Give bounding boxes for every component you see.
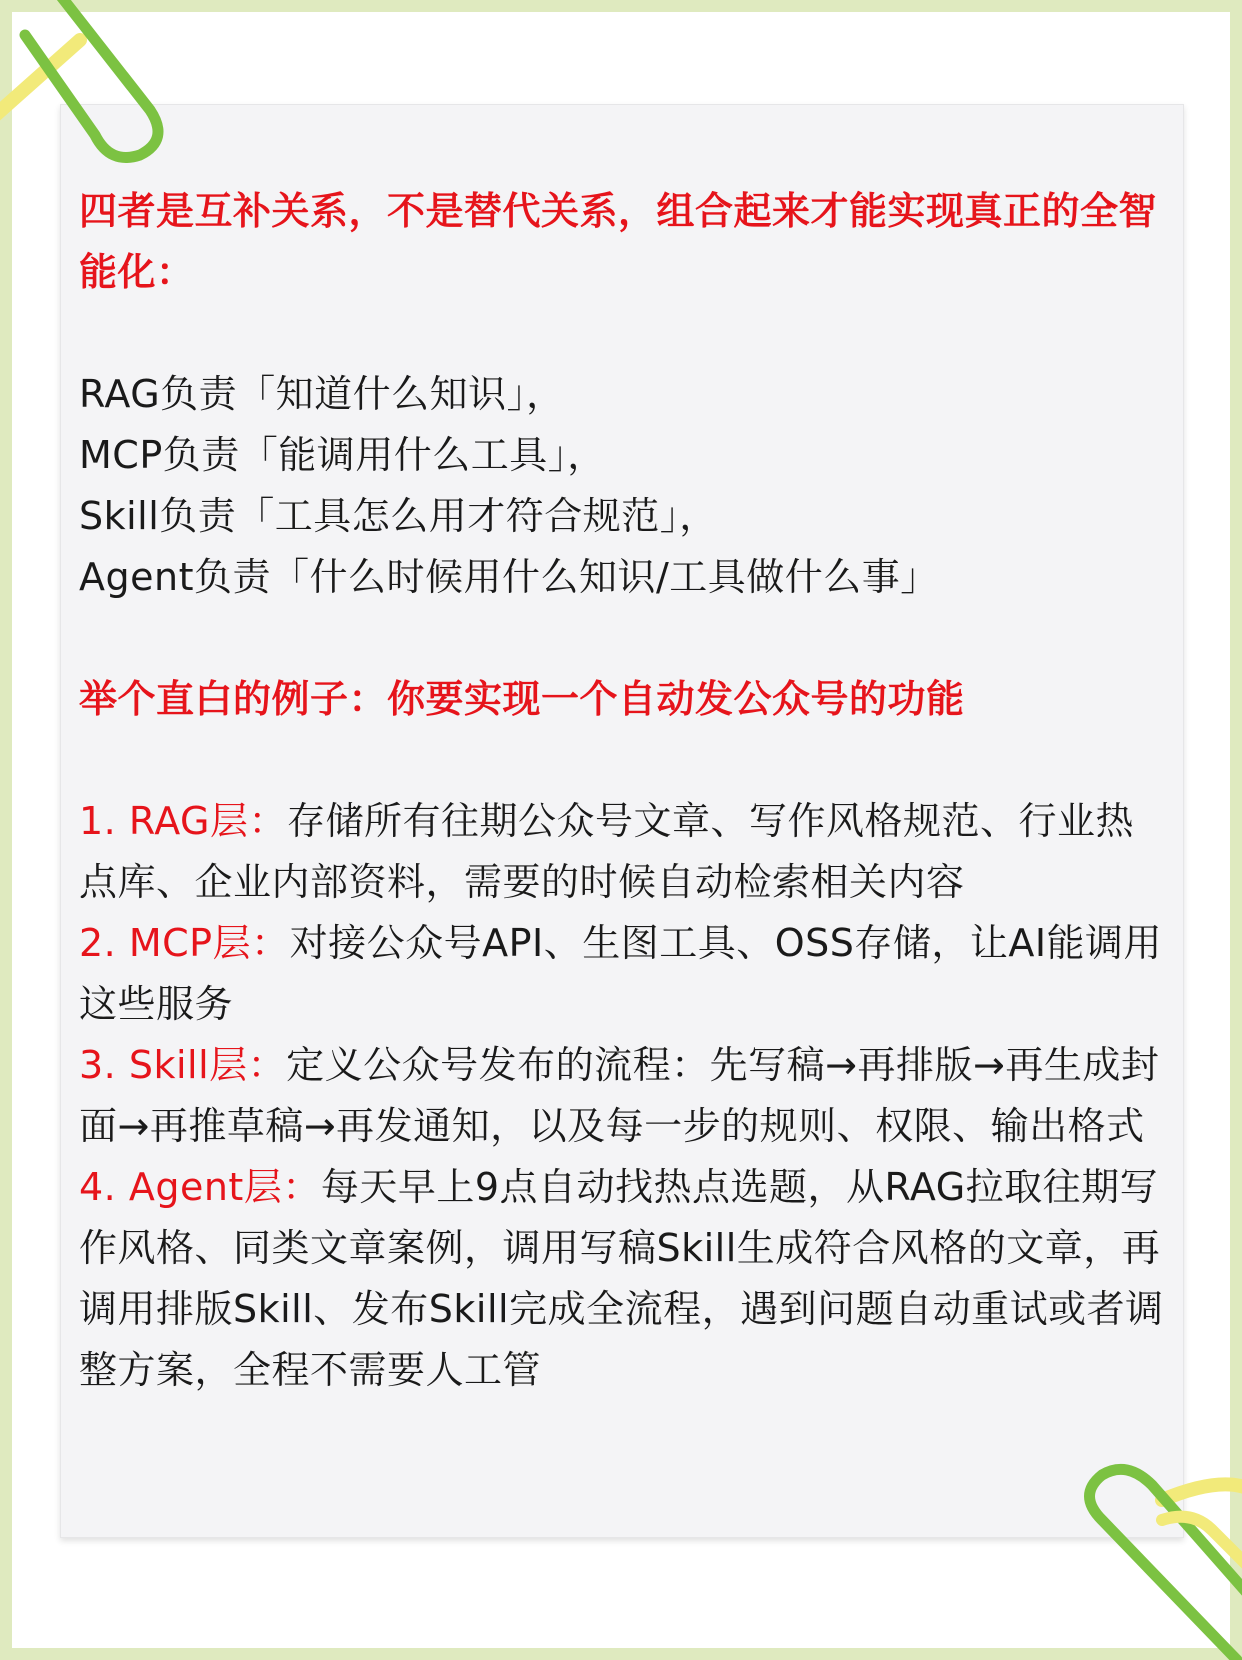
layer-label: 1. RAG层： [79, 799, 287, 843]
note-content [79, 181, 1169, 1401]
layer-item-rag [79, 791, 1169, 913]
layer-label: 4. Agent层： [79, 1165, 321, 1209]
role-line-mcp: MCP负责「能调用什么工具」， [79, 433, 606, 477]
note-card [60, 104, 1184, 1538]
layer-item-agent [79, 1157, 1169, 1401]
spacer [79, 608, 1169, 669]
layer-text: 每天早上9点自动找热点选题，从RAG拉取往期写作风格、同类文章案例，调用写稿Skill生成符合风格的文章，再调用排版Skill、发布Skill完成全流程，遇到问题自动重试或者调整方案，全程不需要人工管 [79, 1165, 1164, 1392]
spacer [79, 730, 1169, 791]
role-line-agent: Agent负责「什么时候用什么知识/工具做什么事」 [79, 555, 939, 599]
layer-text: 定义公众号发布的流程：先写稿→再排版→再生成封面→再推草稿→再发通知，以及每一步的规则、权限、输出格式 [79, 1043, 1160, 1148]
layer-label: 3. Skill层： [79, 1043, 287, 1087]
layer-item-mcp [79, 913, 1169, 1035]
layer-label: 2. MCP层： [79, 921, 290, 965]
role-line-skill: Skill负责「工具怎么用才符合规范」， [79, 494, 718, 538]
layer-item-skill [79, 1035, 1169, 1157]
example-heading: 举个直白的例子：你要实现一个自动发公众号的功能 [79, 677, 965, 721]
layer-text: 存储所有往期公众号文章、写作风格规范、行业热点库、企业内部资料，需要的时候自动检索相关内容 [79, 799, 1134, 904]
layer-text: 对接公众号API、生图工具、OSS存储，让AI能调用这些服务 [79, 921, 1163, 1026]
summary-heading: 四者是互补关系，不是替代关系，组合起来才能实现真正的全智能化： [79, 189, 1158, 294]
spacer [79, 303, 1169, 364]
role-line-rag: RAG负责「知道什么知识」， [79, 372, 565, 416]
